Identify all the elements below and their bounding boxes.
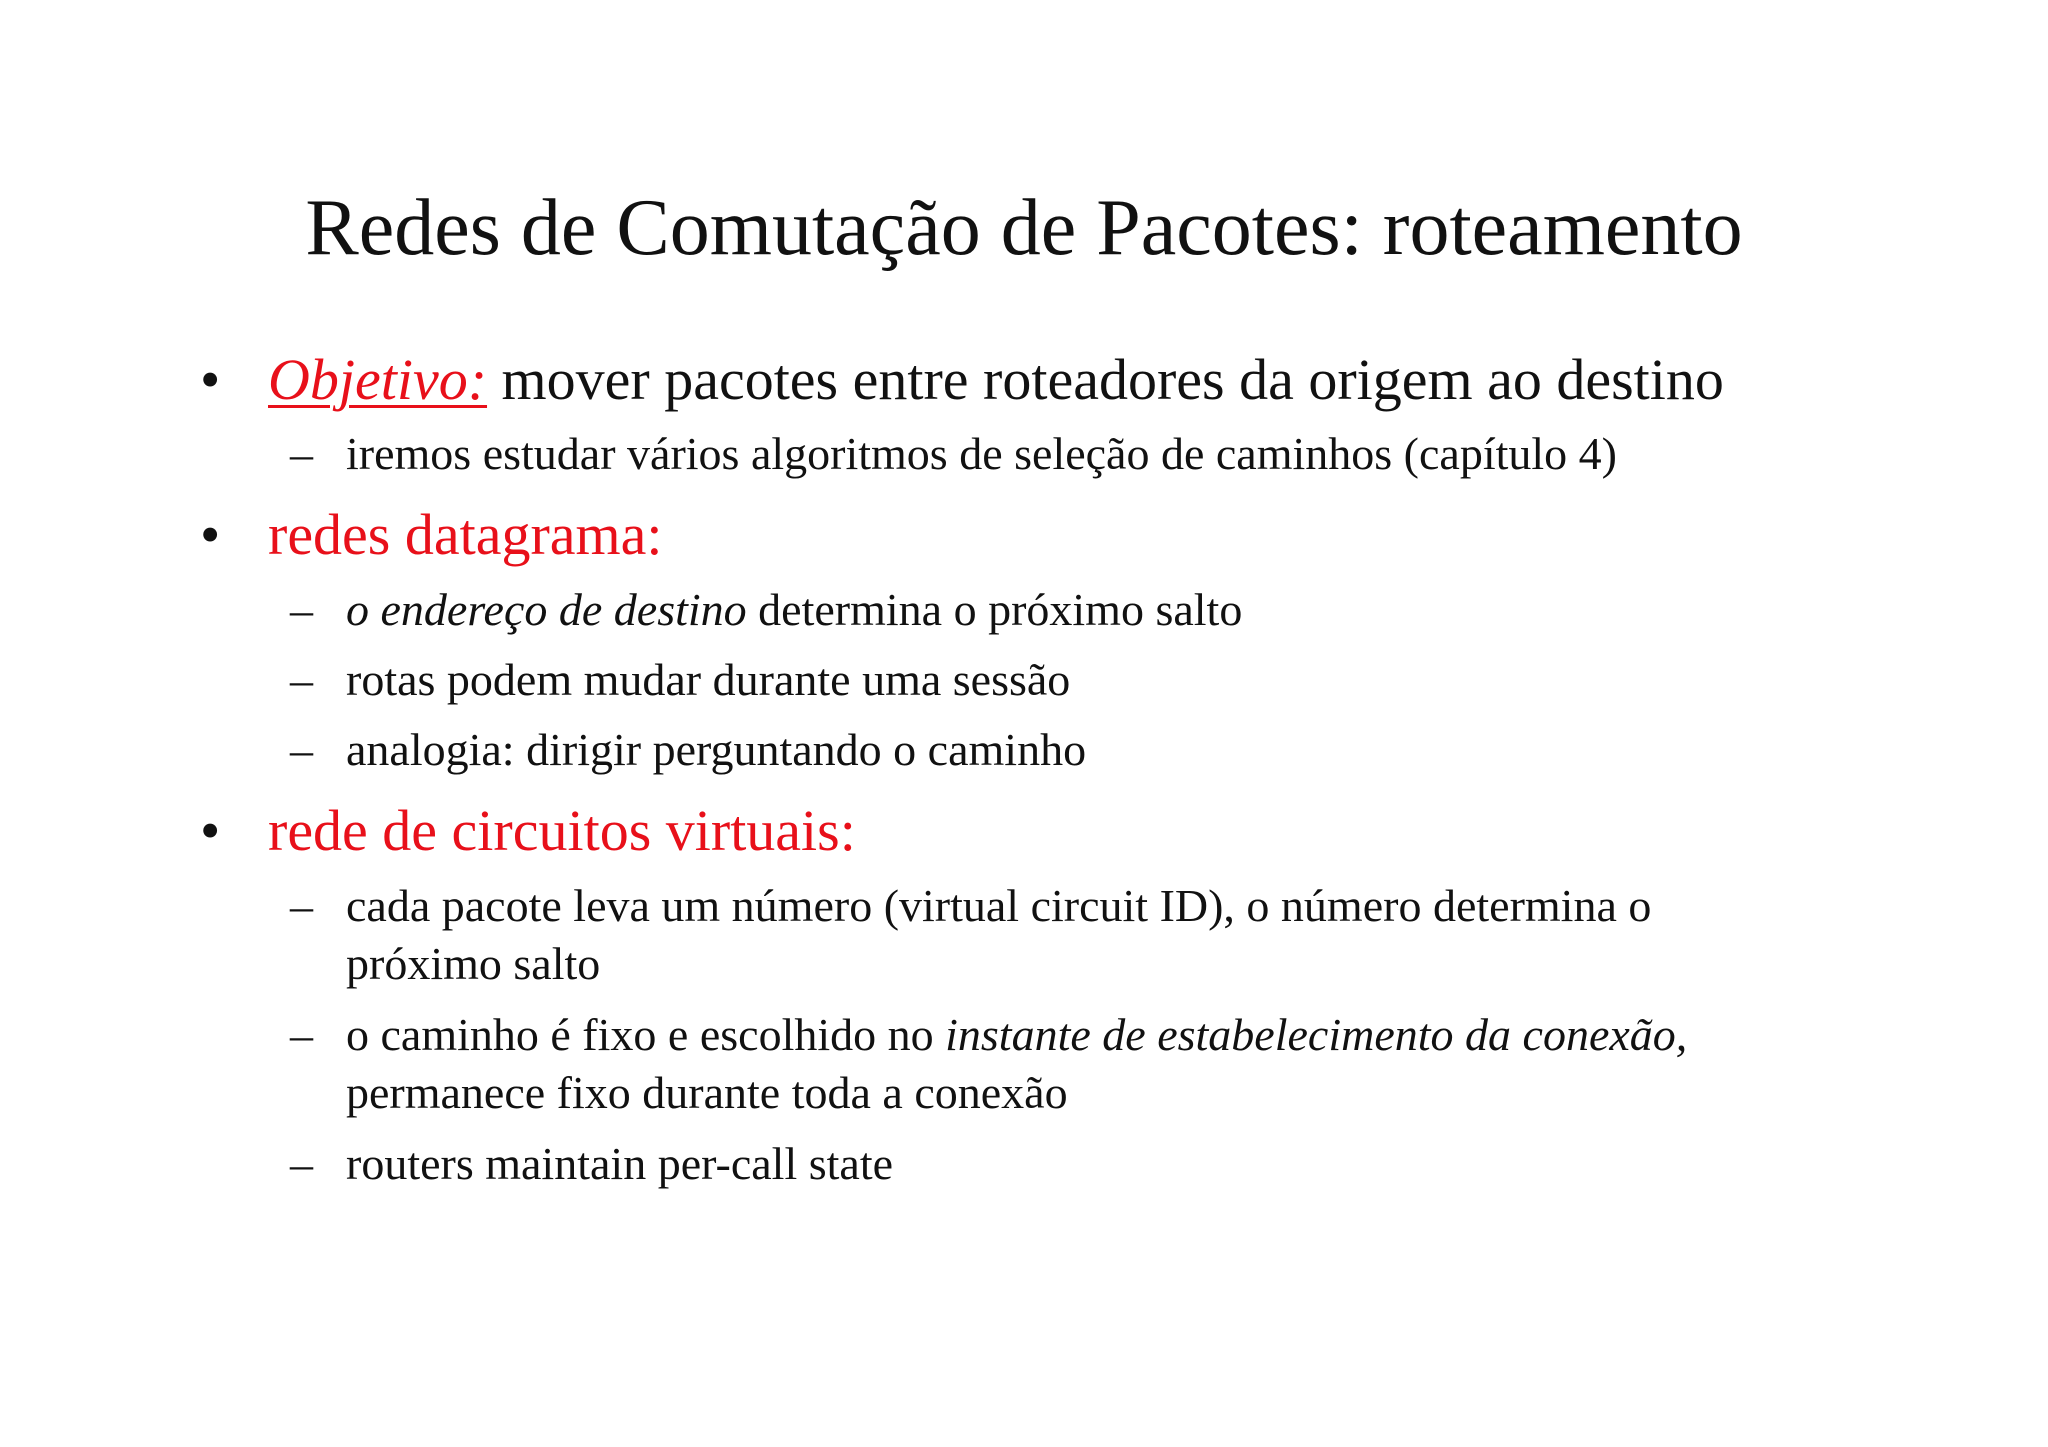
sub-marker: – xyxy=(290,724,313,775)
sub-item-continuation: permanece fixo durante toda a conexão xyxy=(346,1067,1068,1118)
sub-item: iremos estudar vários algoritmos de seleção de caminhos (capítulo 4) xyxy=(346,428,1617,479)
bullet-marker: • xyxy=(200,502,221,567)
sub-item-continuation: próximo salto xyxy=(346,938,601,989)
bullet-item-redes-datagrama: redes datagrama: xyxy=(268,502,663,567)
bullet-marker: • xyxy=(200,798,221,863)
bullet-item-objetivo xyxy=(268,345,1724,415)
sub-item: analogia: dirigir perguntando o caminho xyxy=(346,724,1087,775)
slide-title: Redes de Comutação de Pacotes: roteamento xyxy=(305,184,1743,272)
bullet-text: mover pacotes entre roteadores da origem ao destino xyxy=(487,347,1724,412)
sub-item-italic: o endereço de destino xyxy=(346,584,747,635)
sub-item: routers maintain per-call state xyxy=(346,1138,894,1189)
sub-item-italic: instante de estabelecimento da conexão, xyxy=(945,1009,1688,1060)
sub-item: cada pacote leva um número (virtual circuit ID), o número determina o xyxy=(346,880,1652,931)
sub-marker: – xyxy=(290,584,313,635)
sub-item: rotas podem mudar durante uma sessão xyxy=(346,654,1071,705)
sub-item xyxy=(346,1007,1687,1063)
sub-marker: – xyxy=(290,654,313,705)
sub-item-text: o caminho é fixo e escolhido no xyxy=(346,1009,946,1060)
bullet-item-circuitos-virtuais: rede de circuitos virtuais: xyxy=(268,798,856,863)
sub-marker: – xyxy=(290,880,313,931)
sub-marker: – xyxy=(290,428,313,479)
sub-marker: – xyxy=(290,1138,313,1189)
sub-marker: – xyxy=(290,1009,313,1060)
bullet-label: Objetivo: xyxy=(268,347,488,412)
sub-item-text: determina o próximo salto xyxy=(746,584,1243,635)
bullet-marker: • xyxy=(200,347,221,412)
sub-item xyxy=(346,582,1242,638)
